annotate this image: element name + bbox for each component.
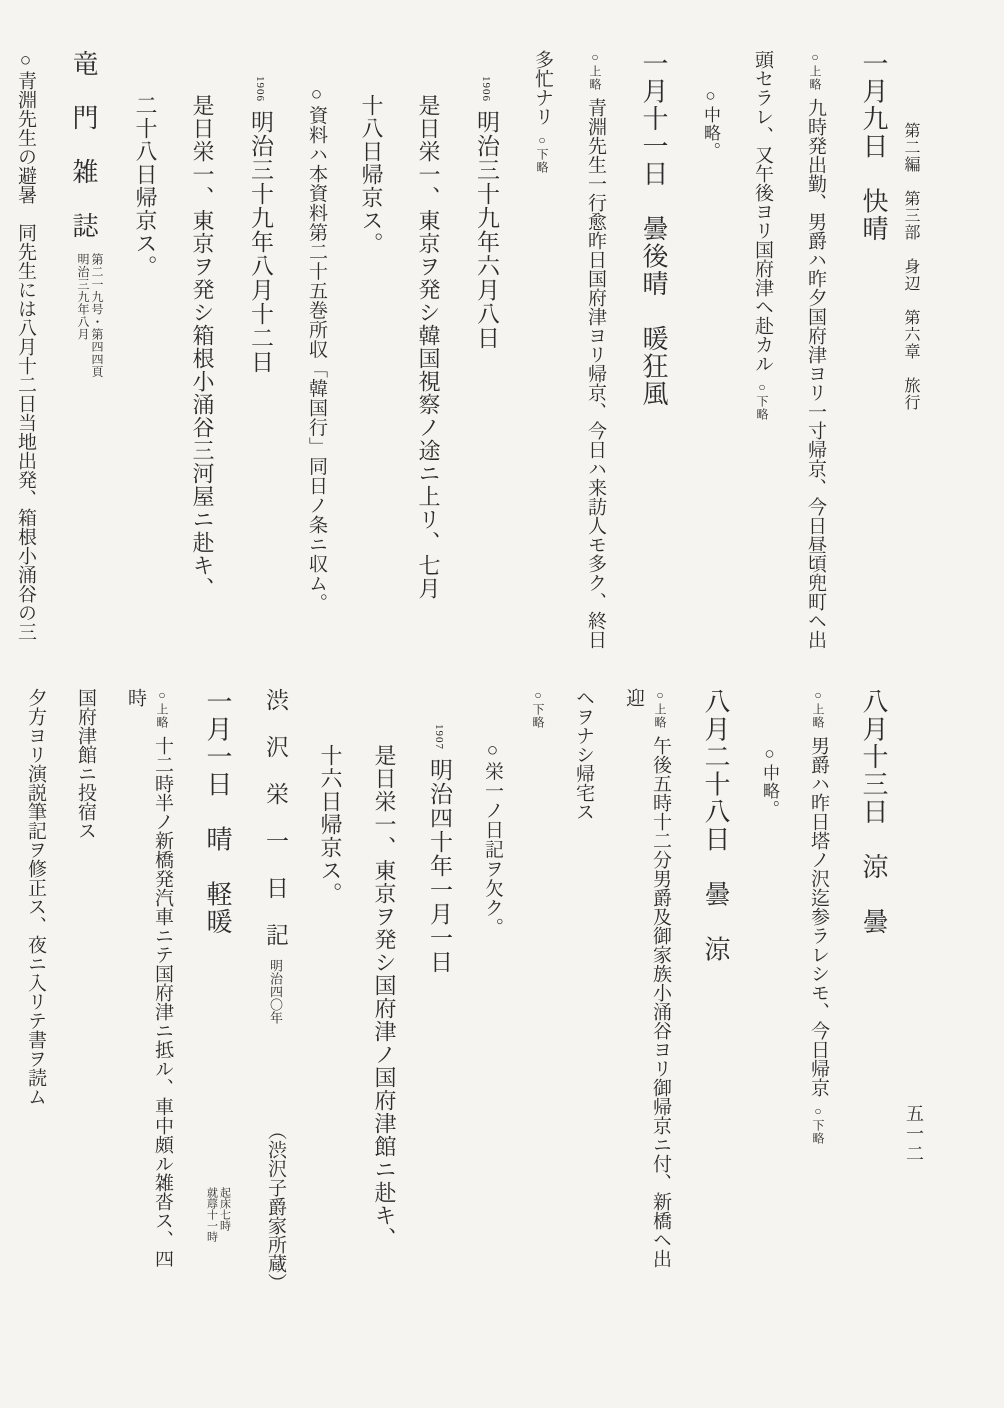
issue-date: 明治三九年八月 — [76, 253, 90, 341]
date-heading-column — [635, 50, 672, 662]
date-heading-text: 八月十三日 涼 曇 — [859, 688, 888, 936]
summary-text: 是日栄一、東京ヲ発シ韓国視察ノ途ニ上リ、七月 — [416, 94, 441, 600]
source-issue-note — [76, 253, 104, 378]
running-head: 第二編 第三部 身辺 第六章 旅行 — [902, 122, 919, 411]
diary-text-column — [582, 50, 609, 662]
date-heading-text: 八月二十八日 曇 涼 — [701, 688, 730, 963]
era-date-heading: 明治三十九年八月十二日 — [248, 110, 273, 374]
western-year-label: 1906 — [480, 76, 492, 102]
diary-text: ヘヲナシ帰宅ス — [573, 688, 594, 821]
date-heading-text: 一月一日 晴 軽暖 — [203, 688, 232, 936]
diary-text-column — [72, 688, 99, 1284]
omission-middle-column — [698, 50, 723, 662]
omission-start-marker: ○上略 — [811, 688, 825, 729]
date-heading-column — [199, 688, 236, 1284]
western-year-label: 1907 — [433, 724, 445, 750]
diary-text: 十二時半ノ新橋発汽車ニテ国府津ニ抵ル、車中頗ル雑沓ス、四時 — [125, 688, 173, 1268]
summary-text: 二十八日帰京ス。 — [133, 94, 158, 278]
omission-start-marker: ○上略 — [588, 50, 602, 91]
issue-number: 第二一九号・第四四頁 — [90, 253, 104, 378]
source-era-note: 明治四〇年 — [268, 958, 283, 1024]
omission-start-marker: ○上略 — [653, 688, 667, 729]
date-heading-column — [855, 688, 892, 1284]
page-number: 五一二 — [904, 1104, 924, 1164]
year-heading-column — [244, 50, 277, 662]
wake-sleep-note — [205, 1187, 231, 1242]
omission-end-marker: ○下略 — [811, 1104, 825, 1145]
editor-note-column — [479, 688, 506, 1284]
diary-text: 夕方ヨリ演説筆記ヲ修正ス、夜ニ入リテ書ヲ読ム — [25, 688, 46, 1106]
era-date-heading: 明治三十九年六月八日 — [474, 110, 499, 350]
year-heading-column — [423, 688, 456, 1284]
diary-text: 頭セラレ、又午後ヨリ国府津ヘ赴カル — [752, 50, 773, 373]
summary-text: 十八日帰京ス。 — [359, 94, 384, 255]
omission-middle-column — [757, 688, 782, 1284]
wake-time: 起床七時 — [218, 1187, 231, 1231]
source-title-column — [259, 688, 292, 1292]
editor-note-column — [303, 50, 330, 662]
date-heading-column — [697, 688, 734, 1284]
omission-middle-marker: ○中略。 — [760, 744, 779, 818]
summary-text-column — [356, 50, 387, 662]
diary-text: 青淵先生一行愈昨日国府津ヨリ帰京、今日ハ来訪人モ多ク、終日 — [585, 98, 606, 649]
diary-text-column — [22, 688, 49, 1284]
omission-end-marker: ○下略 — [755, 380, 769, 421]
omission-start-marker: ○上略 — [808, 50, 822, 91]
summary-text: 是日栄一、東京ヲ発シ箱根小涌谷三河屋ニ赴キ、 — [190, 94, 215, 600]
omission-end-marker: ○下略 — [531, 688, 545, 729]
diary-text-column — [620, 688, 674, 1284]
editor-note-text: ○栄一ノ日記ヲ欠ク。 — [482, 740, 503, 937]
diary-text-column — [570, 688, 597, 1284]
summary-text-column — [413, 50, 444, 662]
diary-text: 男爵ハ昨日塔ノ沢迄参ラレシモ、今日帰京 — [808, 736, 829, 1097]
article-text: ○青淵先生の避暑 同先生には八月十二日当地出発、箱根小涌谷の三 — [15, 50, 36, 641]
diary-text-column — [122, 688, 176, 1284]
omission-end-column — [529, 688, 547, 1284]
diary-text: 九時発出勤、男爵ハ昨夕国府津ヨリ一寸帰京、今日昼頃兜町ヘ出 — [805, 98, 826, 649]
date-heading-text: 一月十一日 曇後晴 暖狂風 — [639, 50, 668, 408]
diary-text-column — [805, 688, 832, 1284]
source-title-column — [65, 50, 104, 662]
article-text-column — [12, 50, 39, 662]
diary-text-column — [802, 50, 829, 662]
bottom-text-block — [25, 688, 892, 1292]
summary-text: 十六日帰京ス。 — [318, 744, 343, 905]
omission-end-marker: ○下略 — [535, 133, 549, 174]
editor-note-text: ○資料ハ本資料第二十五巻所収「韓国行」同日ノ条ニ収ム。 — [306, 84, 327, 613]
year-heading-column — [470, 50, 503, 662]
era-date-heading: 明治四十年一月一日 — [427, 758, 452, 974]
summary-text-column — [130, 50, 161, 662]
source-title-text: 渋 沢 栄 一 日 記 — [263, 688, 288, 947]
diary-text: 国府津館ニ投宿ス — [75, 688, 96, 840]
diary-text-column — [529, 50, 556, 662]
omission-start-marker: ○上略 — [155, 688, 169, 729]
sleep-time: 就蓐十一時 — [205, 1187, 218, 1242]
summary-text-column — [315, 688, 346, 1284]
omission-middle-marker: ○中略。 — [701, 86, 720, 160]
diary-text-column — [749, 50, 776, 662]
date-heading-text: 一月九日 快晴 — [859, 50, 888, 243]
diary-text: 午後五時十二分男爵及御家族小涌谷ヨリ御帰京ニ付、新橋ヘ出迎 — [623, 688, 671, 1268]
diary-text: 多忙ナリ — [532, 50, 553, 126]
summary-text-column — [187, 50, 218, 662]
summary-text-column — [369, 688, 400, 1284]
source-owner-note: （渋沢子爵家所蔵） — [265, 1121, 286, 1292]
western-year-label: 1906 — [254, 76, 266, 102]
top-text-block — [15, 50, 892, 662]
source-title-text: 竜 門 雑 誌 — [69, 50, 98, 239]
summary-text: 是日栄一、東京ヲ発シ国府津ノ国府津館ニ赴キ、 — [372, 744, 397, 1250]
date-heading-column — [855, 50, 892, 662]
